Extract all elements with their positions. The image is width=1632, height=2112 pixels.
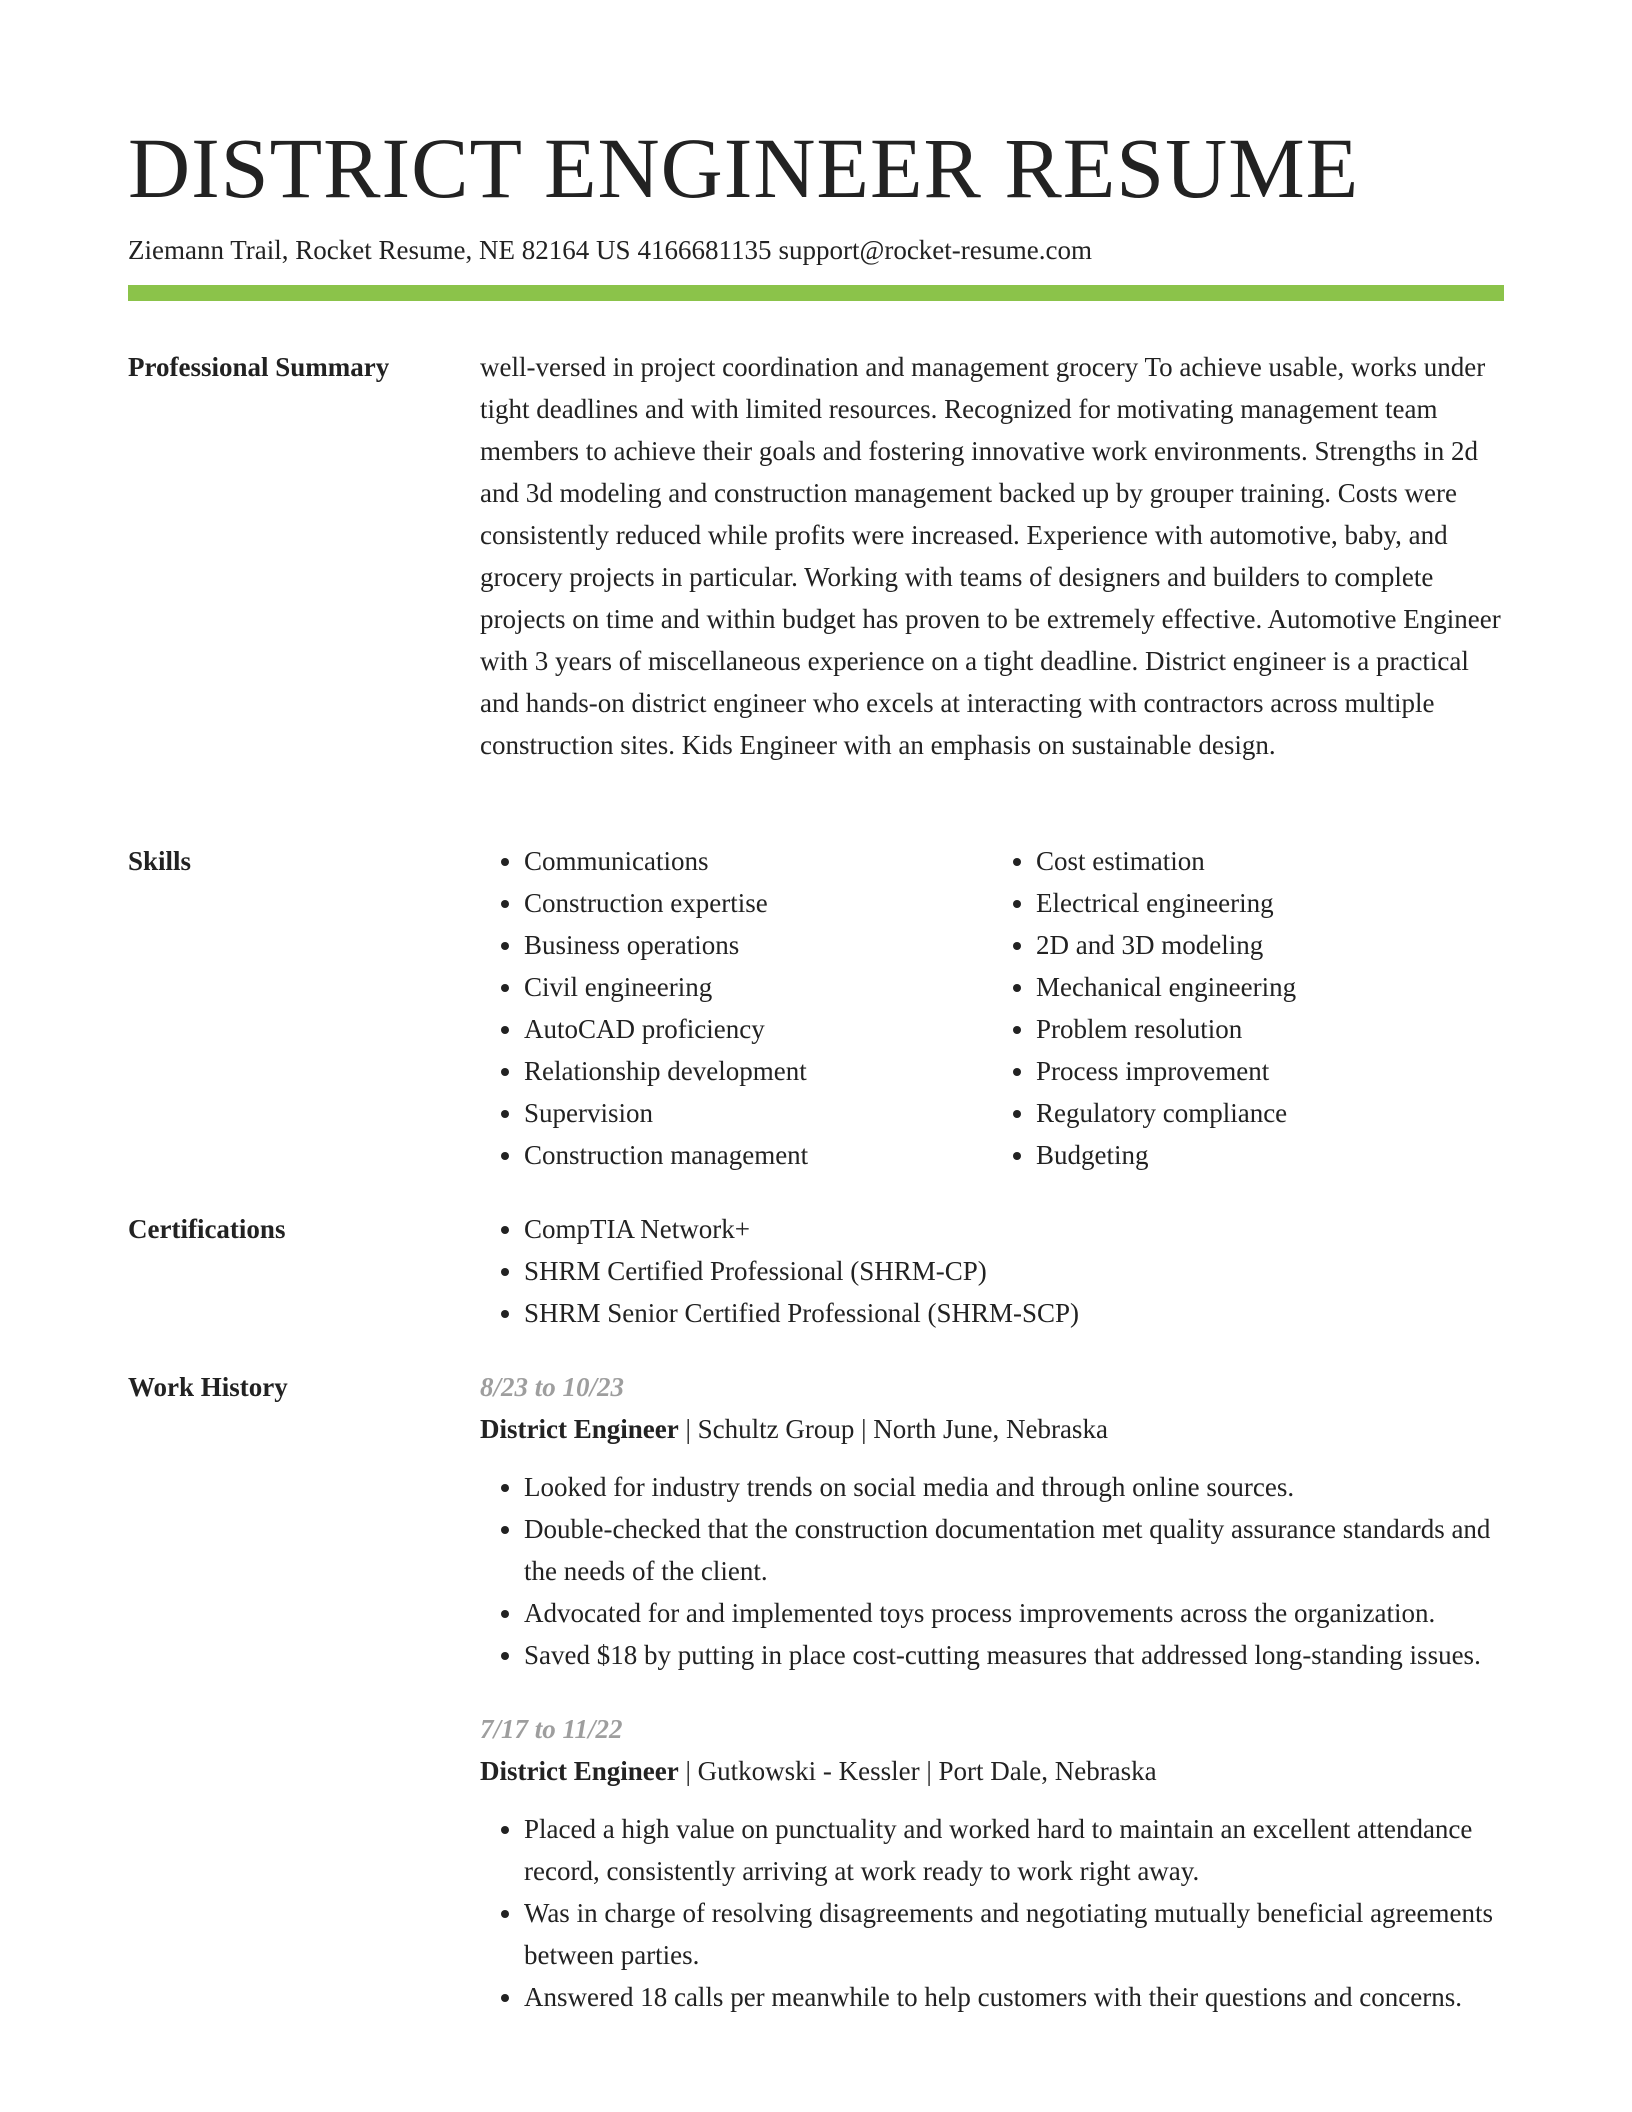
skill-item: • Relationship development (524, 1050, 992, 1092)
work-history-label: Work History (128, 1372, 288, 1402)
contact-line (128, 230, 1092, 270)
skill-item: • AutoCAD proficiency (524, 1008, 992, 1050)
job-bullet: • Looked for industry trends on social media and through online sources. (524, 1466, 1504, 1508)
skill-item: • Mechanical engineering (1036, 966, 1504, 1008)
job-heading (480, 1750, 1504, 1792)
certification-item: • SHRM Certified Professional (SHRM-CP) (524, 1250, 1504, 1292)
skill-item: • Communications (524, 840, 992, 882)
skills-label: Skills (128, 846, 192, 876)
job-details: | Schultz Group | North June, Nebraska (678, 1414, 1108, 1444)
skill-item: • Civil engineering (524, 966, 992, 1008)
job-bullet: • Was in charge of resolving disagreements and negotiating mutually beneficial agreements between parties. (524, 1892, 1504, 1976)
certification-item: • SHRM Senior Certified Professional (SHRM-SCP) (524, 1292, 1504, 1334)
skill-item: • 2D and 3D modeling (1036, 924, 1504, 966)
job-entry (480, 1708, 1504, 2018)
certifications-list (480, 1208, 1504, 1334)
job-bullets (480, 1808, 1504, 2018)
skill-item: • Business operations (524, 924, 992, 966)
skill-item: • Process improvement (1036, 1050, 1504, 1092)
certifications-body (480, 1208, 1504, 1334)
skills-list-left (480, 840, 992, 1176)
skill-item: • Cost estimation (1036, 840, 1504, 882)
email: support@rocket-resume.com (778, 235, 1092, 265)
job-title: District Engineer (480, 1414, 679, 1444)
skill-item: • Supervision (524, 1092, 992, 1134)
skill-item: • Budgeting (1036, 1134, 1504, 1176)
summary-body (480, 346, 1504, 766)
certification-item: • CompTIA Network+ (524, 1208, 1504, 1250)
address: Ziemann Trail, Rocket Resume, NE 82164 US (128, 235, 631, 265)
skill-item: • Problem resolution (1036, 1008, 1504, 1050)
job-dates: 7/17 to 11/22 (480, 1714, 623, 1744)
certifications-label: Certifications (128, 1214, 286, 1244)
job-entry (480, 1366, 1504, 1676)
job-details: | Gutkowski - Kessler | Port Dale, Nebraska (678, 1756, 1157, 1786)
summary-text: well-versed in project coordination and management grocery To achieve usable, works under tight deadlines and with limited resources. Recognized for motivating management team members to achieve their goals and fostering innovative work environments. Strengths in 2d and 3d modeling and construction management backed up by grouper training. Costs were consistently reduced while profits were increased. Experience with automotive, baby, and grocery projects in particular. Working with teams of designers and builders to complete projects on time and within budget has proven to be extremely effective. Automotive Engineer with 3 years of miscellaneous experience on a tight deadline. District engineer is a practical and hands-on district engineer who excels at interacting with contractors across multiple construction sites. Kids Engineer with an emphasis on sustainable design. (480, 352, 1501, 760)
job-bullet: • Placed a high value on punctuality and worked hard to maintain an excellent attendance record, consistently arriving at work ready to work right away. (524, 1808, 1504, 1892)
resume-title: DISTRICT ENGINEER RESUME (128, 120, 1360, 216)
skill-item: • Construction management (524, 1134, 992, 1176)
summary-label: Professional Summary (128, 352, 390, 382)
job-bullet: • Saved $18 by putting in place cost-cutting measures that addressed long-standing issues. (524, 1634, 1504, 1676)
job-heading (480, 1408, 1504, 1450)
job-bullet: • Double-checked that the construction documentation met quality assurance standards and the needs of the client. (524, 1508, 1504, 1592)
skills-body (480, 840, 1504, 1176)
skill-item: • Regulatory compliance (1036, 1092, 1504, 1134)
skill-item: • Construction expertise (524, 882, 992, 924)
job-bullet: • Answered 18 calls per meanwhile to help customers with their questions and concerns. (524, 1976, 1504, 2018)
skill-item: • Electrical engineering (1036, 882, 1504, 924)
job-bullets (480, 1466, 1504, 1676)
job-dates: 8/23 to 10/23 (480, 1372, 625, 1402)
phone: 4166681135 (637, 235, 772, 265)
work-history-body (480, 1366, 1504, 2018)
header-divider (128, 285, 1504, 301)
job-bullet: • Advocated for and implemented toys process improvements across the organization. (524, 1592, 1504, 1634)
skills-list-right (992, 840, 1504, 1176)
job-title: District Engineer (480, 1756, 679, 1786)
